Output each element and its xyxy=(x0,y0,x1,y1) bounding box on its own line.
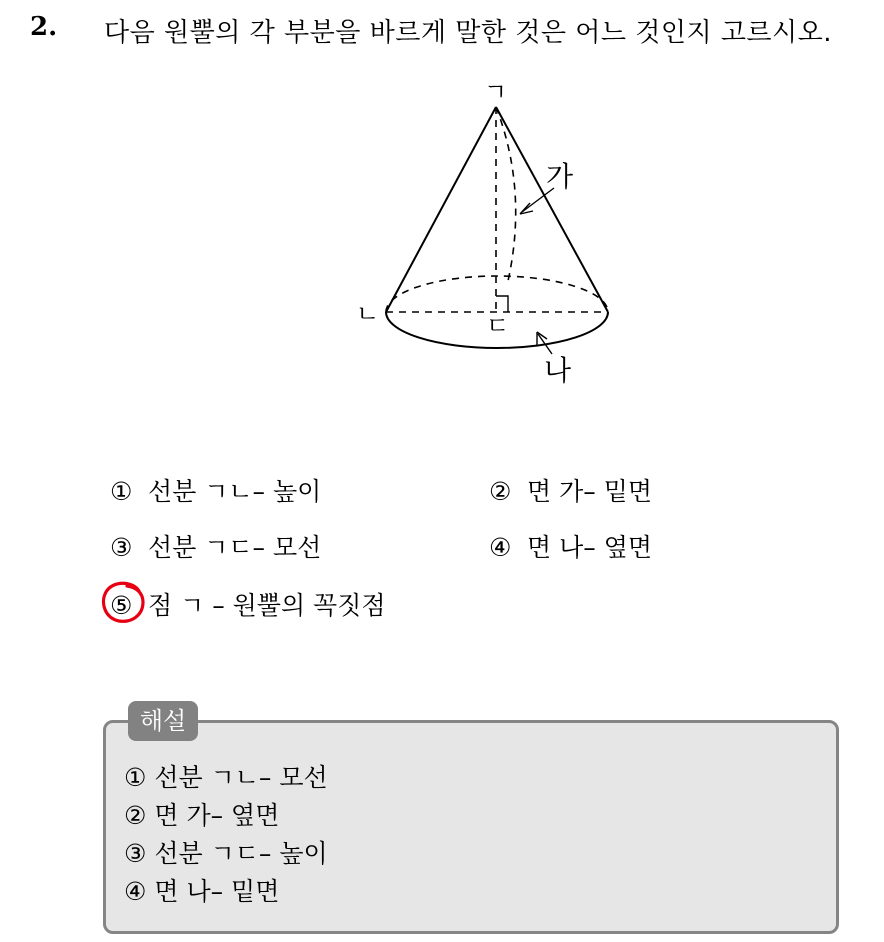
explanation-line-3: ③ 선분 ㄱㄷ– 높이 xyxy=(124,839,328,868)
choice-5[interactable] xyxy=(110,586,386,622)
explanation-line-4: ④ 면 나– 밑면 xyxy=(124,877,280,906)
hidden-curve xyxy=(496,107,516,281)
choice-text: 면 가– 밑면 xyxy=(527,477,652,506)
answer-circle-mark xyxy=(99,577,147,625)
explanation-line-2: ② 면 가– 옆면 xyxy=(124,801,280,830)
choice-text: 면 나– 옆면 xyxy=(527,533,652,562)
question-text: 다음 원뿔의 각 부분을 바르게 말한 것은 어느 것인지 고르시오. xyxy=(104,18,833,48)
choice-2[interactable] xyxy=(489,472,652,508)
right-angle-mark xyxy=(496,296,508,312)
question-number: 2. xyxy=(30,12,58,42)
choice-number: ③ xyxy=(110,533,133,562)
label-lateral: 가 xyxy=(546,160,574,193)
choice-4[interactable] xyxy=(489,528,652,564)
choice-text: 점 ㄱ – 원뿔의 꼭짓점 xyxy=(148,591,386,620)
label-base: 나 xyxy=(544,354,572,387)
label-left: ㄴ xyxy=(356,300,380,328)
explanation-label: 해설 xyxy=(128,701,198,741)
explanation-line-1: ① 선분 ㄱㄴ– 모선 xyxy=(124,763,328,792)
choice-1[interactable] xyxy=(110,472,321,508)
slant-right xyxy=(496,107,608,312)
choice-3[interactable] xyxy=(110,528,321,564)
choice-number: ⑤ xyxy=(110,591,133,620)
base-back-arc xyxy=(386,276,608,312)
choice-number: ① xyxy=(110,477,133,506)
choice-text: 선분 ㄱㄴ– 높이 xyxy=(148,477,322,506)
label-apex: ㄱ xyxy=(484,78,508,106)
choice-number: ④ xyxy=(489,533,512,562)
choice-text: 선분 ㄱㄷ– 모선 xyxy=(148,533,322,562)
choice-number: ② xyxy=(489,477,512,506)
label-center: ㄷ xyxy=(486,312,510,340)
cone-figure xyxy=(0,0,884,420)
